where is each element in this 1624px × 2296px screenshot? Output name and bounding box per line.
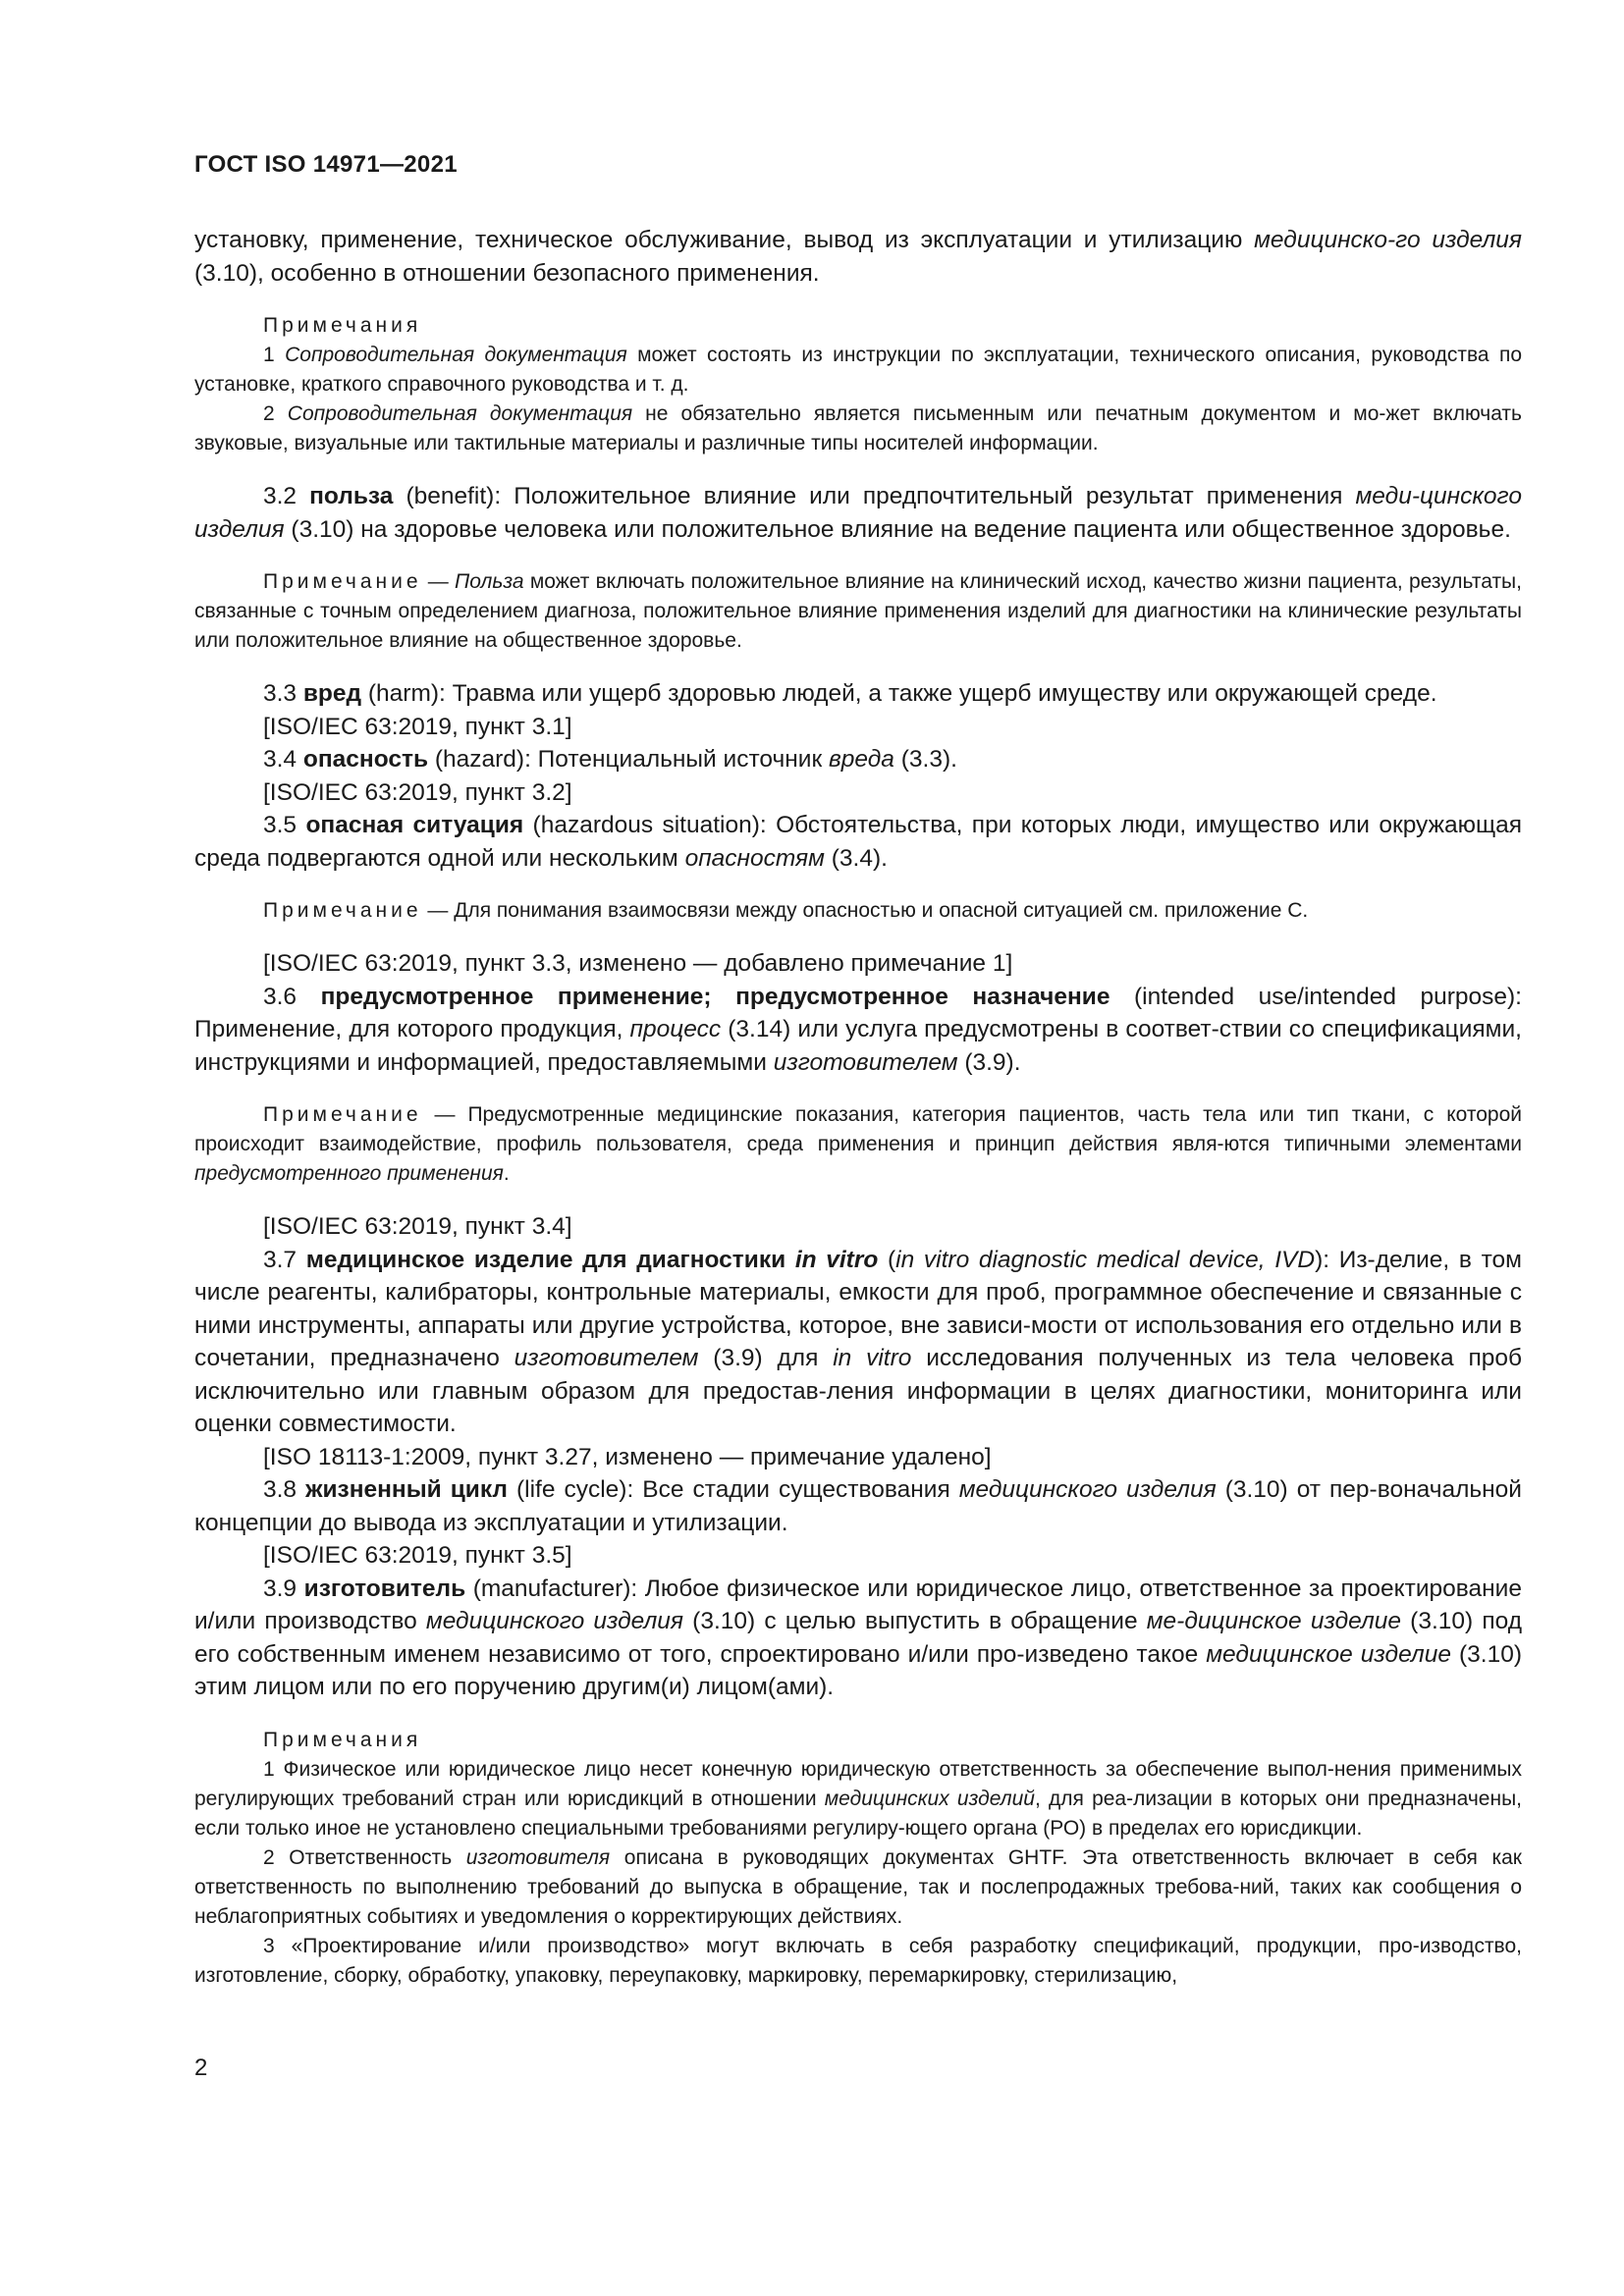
text-run: 3.2 <box>263 483 310 509</box>
paragraph-continuation <box>194 224 1522 290</box>
document-header: ГОСТ ISO 14971—2021 <box>194 151 458 178</box>
text-run: (harm): Травма или ущерб здоровью людей, а также ущерб имуществу или окружающей среде. <box>361 680 1437 707</box>
text-run: (3.10) под его собственным именем независимо от того, спроектировано и/или про-изведено такое <box>194 1608 1523 1668</box>
text-run: (3.9) для <box>698 1345 834 1371</box>
text-run: (3.4). <box>824 844 888 872</box>
text-run: (3.10) этим лицом или по его поручению другим(и) лицом(ами). <box>194 1640 1522 1700</box>
text-run: — Для понимания взаимосвязи между опасностью и опасной ситуацией см. приложение С. <box>421 899 1309 922</box>
text-run: ): Из-делие, в том числе реагенты, калибраторы, контрольные материалы, емкости для проб, программное обеспечение и связанные с ними инструменты, аппараты или другие устройства, которое, вне зависи-мости от использования его отдельно или в сочетании, предназначено <box>194 1246 1522 1371</box>
text-run: опасность <box>302 746 429 773</box>
term-3-2 <box>194 480 1522 546</box>
text-run: меди-цинского изделия <box>194 483 1522 543</box>
text-run: (3.9). <box>957 1048 1021 1076</box>
text-run: 1 <box>263 344 286 366</box>
note-item <box>194 1932 1522 1991</box>
text-run: медицинское изделие для диагностики <box>305 1246 795 1273</box>
term-note <box>194 896 1522 926</box>
text-run: (3.10) на здоровье человека или положительное влияние на ведение пациента или общественное здоровье. <box>284 515 1511 543</box>
text-run: может включать положительное влияние на клинический исход, качество жизни пациента, результаты, связанные с точным определением диагноза, положительное влияние применения изделий для диагностики на клинические результаты или положительное влияние на общественное здоровье. <box>194 570 1522 652</box>
note-item <box>194 1755 1522 1843</box>
text-run: опасностям <box>684 844 825 872</box>
text-run: вред <box>302 680 362 707</box>
term-reference: [ISO/IEC 63:2019, пункт 3.3, изменено — добавлено примечание 1] <box>263 950 1013 977</box>
text-run: (manufacturer): Любое физическое или юридическое лицо, ответственное за проектирование и/или производство <box>194 1575 1522 1634</box>
text-run: Польза <box>455 570 524 593</box>
text-run: (3.10) с целью выпустить в обращение <box>683 1608 1147 1634</box>
term-3-4 <box>194 743 1522 776</box>
text-run: медицинское изделие <box>1206 1640 1451 1668</box>
text-run: (3.10), особенно в отношении безопасного применения. <box>194 259 820 287</box>
text-run: медицинского изделия <box>958 1476 1217 1503</box>
text-run: (intended use/intended purpose): Применение, для которого продукция, <box>194 983 1522 1042</box>
text-run: описана в руководящих документах GHTF. Эта ответственность включает в себя как ответственность по выполнению требований до выпуска в обращение, так и послепродажных требова-ний, таких как сообщения о неблагоприятных событиях и уведомления о корректирующих действиях. <box>194 1845 1522 1928</box>
term-reference: [ISO/IEC 63:2019, пункт 3.2] <box>263 778 572 806</box>
text-run: изготовителем <box>514 1345 699 1371</box>
term-note <box>194 567 1522 656</box>
text-run: in vitro <box>794 1246 879 1273</box>
text-run: 3.3 <box>263 680 303 707</box>
text-run: (3.10) от пер-воначальной концепции до вывода из эксплуатации и утилизации. <box>194 1476 1522 1536</box>
text-run: Сопроводительная документация <box>287 402 633 425</box>
term-3-9 <box>194 1573 1522 1704</box>
term-reference: [ISO/IEC 63:2019, пункт 3.1] <box>263 713 572 740</box>
term-reference: [ISO/IEC 63:2019, пункт 3.4] <box>263 1213 572 1240</box>
text-run: 3.4 <box>263 746 303 773</box>
text-run: — <box>421 570 456 593</box>
text-run: медицинско-го изделия <box>1254 227 1522 253</box>
text-run: in vitro diagnostic medical device, IVD <box>895 1246 1316 1273</box>
text-run: Примечание <box>263 899 422 922</box>
text-run: ( <box>878 1246 896 1273</box>
text-run: медицинского изделия <box>425 1608 684 1634</box>
text-run: изготовитель <box>303 1575 466 1602</box>
text-run: Сопроводительная документация <box>285 344 627 366</box>
text-run: может состоять из инструкции по эксплуатации, технического описания, руководства по установке, краткого справочного руководства и т. д. <box>194 344 1522 396</box>
text-run: вреда <box>829 746 894 773</box>
text-run: Примечание <box>263 1103 422 1126</box>
term-note <box>194 1100 1522 1189</box>
note-item <box>194 341 1522 400</box>
text-run: 3.5 <box>263 812 306 838</box>
note-item <box>194 1843 1522 1932</box>
text-run: 1 Физическое или юридическое лицо несет конечную юридическую ответственность за обеспечение выпол-нения применимых регулирующих требований стран или юрисдикций в отношении <box>194 1757 1522 1810</box>
text-run: ме-дицинское изделие <box>1146 1608 1402 1634</box>
text-run: процесс <box>629 1016 722 1042</box>
text-run: не обязательно является письменным или печатным документом и мо-жет включать звуковые, визуальные или тактильные материалы и различные типы носителей информации. <box>194 402 1522 454</box>
note-item <box>194 400 1522 458</box>
page-number: 2 <box>194 2055 208 2081</box>
text-run: 2 Ответственность <box>263 1845 466 1869</box>
term-3-8 <box>194 1473 1522 1539</box>
text-run: предусмотренное применение; предусмотренное назначение <box>320 983 1110 1010</box>
text-run: (3.3). <box>893 746 957 773</box>
text-run: установку, применение, техническое обслуживание, вывод из эксплуатации и утилизацию <box>194 227 1255 253</box>
text-run: изготовителя <box>465 1845 611 1869</box>
text-run: 3 «Проектирование и/или производство» могут включать в себя разработку спецификаций, продукции, про-изводство, изготовление, сборку, обработку, упаковку, переупаковку, маркировку, перемаркировку, стерилизацию, <box>194 1934 1522 1987</box>
term-reference: [ISO 18113-1:2009, пункт 3.27, изменено — примечание удалено] <box>263 1443 992 1470</box>
text-run: жизненный цикл <box>305 1476 508 1503</box>
text-run: опасная ситуация <box>305 812 524 838</box>
text-run: (life cycle): Все стадии существования <box>507 1476 959 1503</box>
term-reference: [ISO/IEC 63:2019, пункт 3.5] <box>263 1542 572 1569</box>
term-3-5 <box>194 809 1522 875</box>
text-run: польза <box>309 483 394 509</box>
term-3-6 <box>194 981 1522 1080</box>
text-run: медицинских изделий <box>824 1787 1035 1810</box>
notes-label: Примечания <box>263 1728 422 1751</box>
text-run: (hazard): Потенциальный источник <box>428 746 829 773</box>
text-run: in vitro <box>833 1345 912 1371</box>
text-run: 2 <box>263 402 288 425</box>
text-run: (3.14) или услуга предусмотрены в соответ-ствии со спецификациями, инструкциями и информацией, предоставляемыми <box>194 1016 1522 1076</box>
text-run: предусмотренного применения <box>194 1162 504 1185</box>
text-run: 3.9 <box>263 1575 304 1602</box>
document-body <box>194 224 1522 1991</box>
term-3-7 <box>194 1244 1522 1441</box>
text-run: — Предусмотренные медицинские показания, категория пациентов, часть тела или тип ткани, с которой происходит взаимодействие, профиль пользователя, среда применения и принцип действия явля-ются типичными элементами <box>194 1103 1522 1155</box>
text-run: 3.7 <box>263 1246 306 1273</box>
notes-label: Примечания <box>263 314 422 337</box>
text-run: 3.6 <box>263 983 321 1010</box>
text-run: (benefit): Положительное влияние или предпочтительный результат применения <box>393 483 1356 509</box>
text-run: Примечание <box>263 570 422 593</box>
text-run: . <box>503 1162 510 1185</box>
text-run: , для реа-лизации в которых они предназначены, если только иное не установлено специальными требованиями регулиру-ющего органа (РО) в пределах его юрисдикции. <box>194 1787 1522 1840</box>
term-3-3 <box>194 677 1522 711</box>
text-run: 3.8 <box>263 1476 306 1503</box>
text-run: исследования полученных из тела человека проб исключительно или главным образом для предостав-ления информации в целях диагностики, мониторинга или оценки совместимости. <box>194 1345 1523 1437</box>
text-run: (hazardous situation): Обстоятельства, при которых люди, имущество или окружающая среда подвергаются одной или нескольким <box>194 812 1523 872</box>
text-run: изготовителем <box>773 1048 958 1076</box>
